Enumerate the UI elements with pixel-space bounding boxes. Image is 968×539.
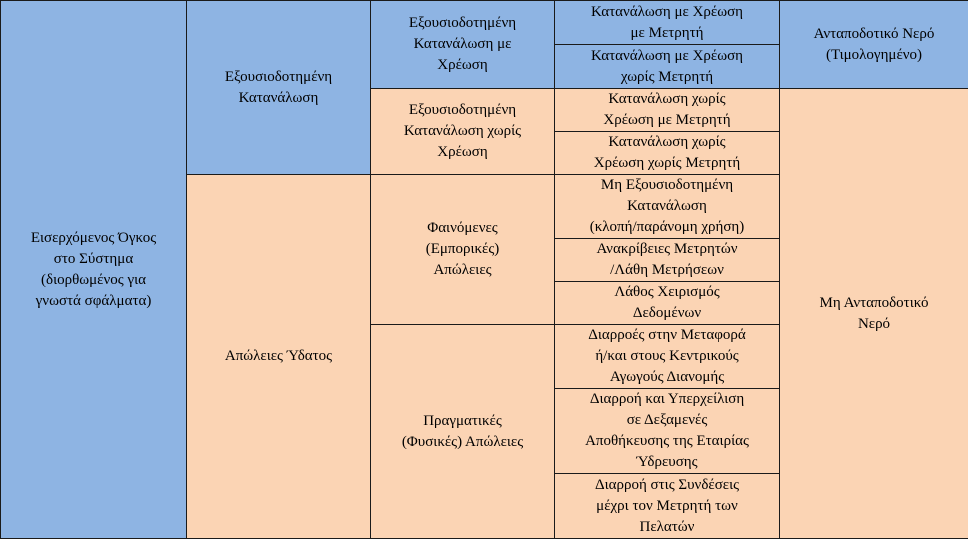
- billed-metered-consumption-label: Κατανάλωση με Χρέωση με Μετρητή: [559, 2, 775, 44]
- unbilled-authorized-consumption-label: Εξουσιοδοτημένη Κατανάλωση χωρίς Χρέωση: [375, 100, 550, 163]
- authorized-consumption-cell: [187, 1, 371, 175]
- unbilled-unmetered-consumption-cell: [555, 132, 780, 175]
- billed-authorized-consumption-cell: [371, 1, 555, 89]
- billed-metered-consumption-cell: [555, 1, 780, 45]
- apparent-losses-cell: [371, 175, 555, 325]
- transmission-mains-leakage-label: Διαρροές στην Μεταφορά ή/και στους Κεντρικούς Αγωγούς Διανομής: [559, 325, 775, 388]
- unbilled-unmetered-consumption-label: Κατανάλωση χωρίς Χρέωση χωρίς Μετρητή: [559, 132, 775, 174]
- data-handling-errors-label: Λάθος Χειρισμός Δεδομένων: [559, 282, 775, 324]
- water-losses-label: Απώλειες Ύδατος: [191, 346, 366, 367]
- unauthorized-consumption-label: Μη Εξουσιοδοτημένη Κατανάλωση (κλοπή/παράνομη χρήση): [559, 175, 775, 238]
- non-revenue-water-cell: [780, 89, 968, 539]
- real-losses-label: Πραγματικές (Φυσικές) Απώλειες: [375, 411, 550, 453]
- revenue-water-label: Ανταποδοτικό Νερό (Τιμολογημένο): [784, 24, 964, 66]
- metering-inaccuracies-label: Ανακρίβειες Μετρητών /Λάθη Μετρήσεων: [559, 239, 775, 281]
- transmission-mains-leakage-cell: [555, 325, 780, 389]
- storage-tank-leakage-cell: [555, 389, 780, 474]
- billed-authorized-consumption-label: Εξουσιοδοτημένη Κατανάλωση με Χρέωση: [375, 13, 550, 76]
- service-connection-leakage-label: Διαρροή στις Συνδέσεις μέχρι τον Μετρητή των Πελατών: [559, 475, 775, 538]
- unbilled-authorized-consumption-cell: [371, 89, 555, 175]
- water-losses-cell: [187, 175, 371, 539]
- apparent-losses-label: Φαινόμενες (Εμπορικές) Απώλειες: [375, 218, 550, 281]
- metering-inaccuracies-cell: [555, 239, 780, 282]
- authorized-consumption-label: Εξουσιοδοτημένη Κατανάλωση: [191, 67, 366, 109]
- billed-unmetered-consumption-cell: [555, 45, 780, 89]
- unbilled-metered-consumption-label: Κατανάλωση χωρίς Χρέωση με Μετρητή: [559, 89, 775, 131]
- billed-unmetered-consumption-label: Κατανάλωση με Χρέωση χωρίς Μετρητή: [559, 46, 775, 88]
- unauthorized-consumption-cell: [555, 175, 780, 239]
- non-revenue-water-label: Μη Ανταποδοτικό Νερό: [784, 293, 964, 335]
- revenue-water-cell: [780, 1, 968, 89]
- storage-tank-leakage-label: Διαρροή και Υπερχείλιση σε Δεξαμενές Αποθήκευσης της Εταιρίας Ύδρευσης: [559, 389, 775, 473]
- service-connection-leakage-cell: [555, 474, 780, 539]
- system-input-volume-label: Εισερχόμενος Όγκος στο Σύστημα (διορθωμένος για γνωστά σφάλματα): [5, 228, 182, 312]
- real-losses-cell: [371, 325, 555, 539]
- unbilled-metered-consumption-cell: [555, 89, 780, 132]
- system-input-volume-cell: [1, 1, 187, 539]
- data-handling-errors-cell: [555, 282, 780, 325]
